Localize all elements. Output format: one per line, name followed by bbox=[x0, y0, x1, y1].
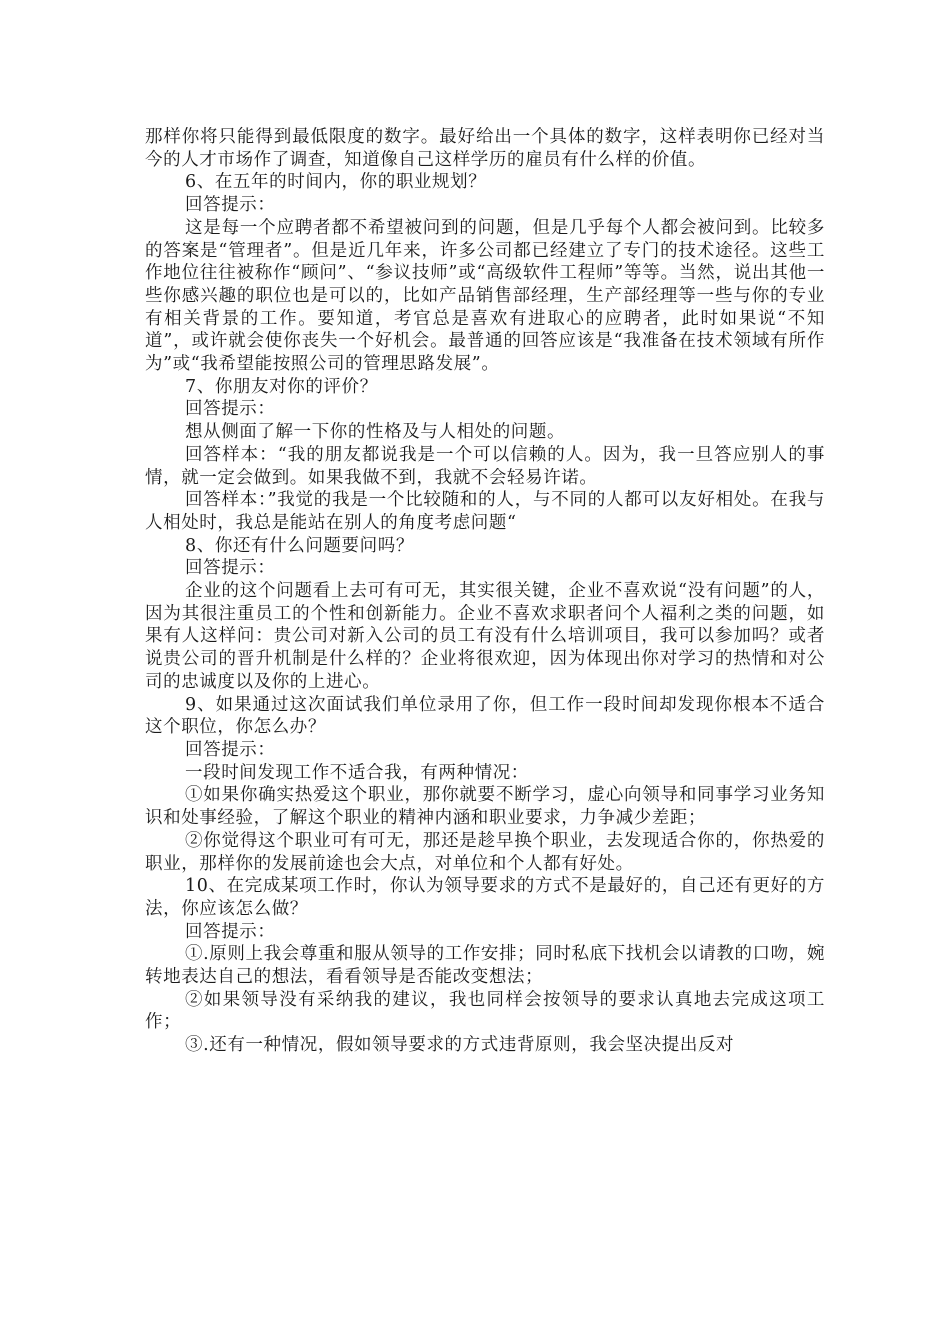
paragraph: 一段时间发现工作不适合我，有两种情况： bbox=[185, 762, 529, 783]
list-item: ①如果你确实热爱这个职业，那你就要不断学习，虚心向领导和同事学习业务知识和处事经验，了解这个职业的精神内涵和职业要求，力争减少差距； bbox=[145, 785, 825, 829]
question-heading: 10、在完成某项工作时，你认为领导要求的方式不是最好的，自己还有更好的方法，你应该怎么做？ bbox=[145, 876, 825, 919]
paragraph: 那样你将只能得到最低限度的数字。最好给出一个具体的数字，这样表明你已经对当今的人才市场作了调查，知道像自己这样学历的雇员有什么样的价值。 bbox=[145, 127, 825, 170]
sample-answer: 回答样本：“我的朋友都说我是一个可以信赖的人。因为，我一旦答应别人的事情，就一定会做到。如果我做不到，我就不会轻易许诺。 bbox=[145, 444, 825, 488]
paragraph: 想从侧面了解一下你的性格及与人相处的问题。 bbox=[185, 422, 566, 443]
question-heading: 9、如果通过这次面试我们单位录用了你，但工作一段时间却发现你根本不适合这个职位，你怎么办？ bbox=[145, 694, 825, 738]
list-item: ②如果领导没有采纳我的建议，我也同样会按领导的要求认真地去完成这项工作； bbox=[145, 989, 825, 1033]
question-heading: 8、你还有什么问题要问吗？ bbox=[185, 535, 414, 556]
question-heading: 6、在五年的时间内，你的职业规划？ bbox=[185, 172, 487, 193]
paragraph: 这是每一个应聘者都不希望被问到的问题，但是几乎每个人都会被问到。比较多的答案是“管理者”。但是近几年来，许多公司都已经建立了专门的技术途径。这些工作地位往往被称作“顾问”、“参议技师”或“高级软件工程师”等等。当然，说出其他一些你感兴趣的职位也是可以的，比如产品销售部经理，生产部经理等一些与你的专业有相关背景的工作。要知道，考官总是喜欢有进取心的应聘者，此时如果说“不知道”，或许就会使你丧失一个好机会。最普通的回答应该是“我准备在技术领域有所作为”或“我希望能按照公司的管理思路发展”。 bbox=[145, 217, 825, 375]
list-item: ②你觉得这个职业可有可无，那还是趁早换个职业，去发现适合你的，你热爱的职业，那样你的发展前途也会大点，对单位和个人都有好处。 bbox=[145, 830, 825, 874]
question-heading: 7、你朋友对你的评价？ bbox=[185, 376, 378, 397]
list-item: ①.原则上我会尊重和服从领导的工作安排；同时私底下找机会以请教的口吻，婉转地表达自己的想法，看看领导是否能改变想法； bbox=[145, 944, 825, 988]
paragraph: 企业的这个问题看上去可有可无，其实很关键，企业不喜欢说“没有问题”的人，因为其很注重员工的个性和创新能力。企业不喜欢求职者问个人福利之类的问题，如果有人这样问：贵公司对新入公司的员工有没有什么培训项目，我可以参加吗？或者说贵公司的晋升机制是什么样的？企业将很欢迎，因为体现出你对学习的热情和对公司的忠诚度以及你的上进心。 bbox=[145, 581, 825, 692]
answer-hint-label: 回答提示： bbox=[185, 558, 276, 579]
answer-hint-label: 回答提示： bbox=[185, 399, 276, 420]
answer-hint-label: 回答提示： bbox=[185, 739, 276, 760]
answer-hint-label: 回答提示： bbox=[185, 195, 276, 216]
sample-answer: 回答样本：”我觉的我是一个比较随和的人，与不同的人都可以友好相处。在我与人相处时，我总是能站在别人的角度考虑问题“ bbox=[145, 490, 825, 533]
document-body bbox=[145, 126, 825, 1057]
answer-hint-label: 回答提示： bbox=[185, 921, 276, 942]
list-item: ③.还有一种情况，假如领导要求的方式违背原则，我会坚决提出反对 bbox=[185, 1035, 735, 1056]
